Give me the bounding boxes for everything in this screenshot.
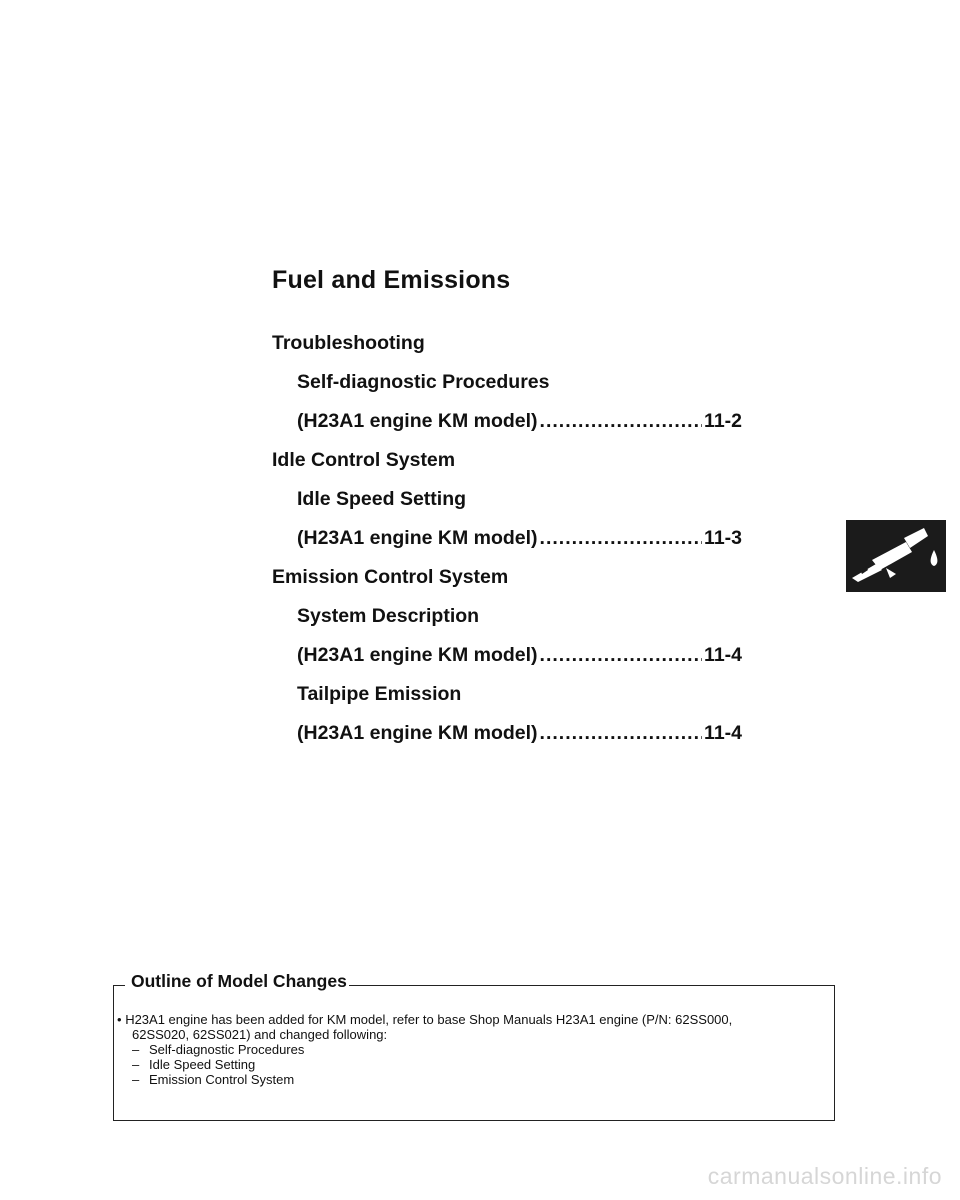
dot-leader — [540, 519, 703, 558]
toc-entry-idle-speed-page[interactable] — [272, 519, 742, 558]
outline-item-text: Emission Control System — [149, 1072, 295, 1087]
toc-heading-emission-control[interactable] — [272, 558, 742, 597]
outline-item-text: Idle Speed Setting — [149, 1057, 256, 1072]
toc-label: Emission Control System — [272, 566, 509, 588]
outline-bullet — [117, 1012, 827, 1027]
toc-item-tailpipe-emission[interactable] — [272, 675, 742, 714]
outline-bullet-continuation: 62SS020, 62SS021) and changed following: — [132, 1027, 388, 1042]
toc-item-idle-speed[interactable] — [272, 480, 742, 519]
page-title: Fuel and Emissions — [272, 266, 511, 294]
toc-page-number: 11-4 — [704, 722, 742, 744]
dash-icon: – — [132, 1072, 140, 1087]
toc-page-number: 11-3 — [704, 527, 742, 549]
outline-border-top-right — [340, 985, 835, 986]
toc-label: Idle Speed Setting — [297, 488, 467, 510]
outline-bullet-text: H23A1 engine has been added for KM model, refer to base Shop Manuals H23A1 engine (P/N: 62SS000, — [125, 1012, 733, 1027]
fuel-nozzle-icon — [846, 520, 946, 592]
outline-list-item — [117, 1072, 827, 1087]
section-tab[interactable] — [846, 520, 946, 592]
toc-heading-troubleshooting[interactable] — [272, 324, 742, 363]
outline-list-item — [117, 1057, 827, 1072]
toc-item-self-diagnostic[interactable] — [272, 363, 742, 402]
toc-entry-tailpipe-emission-page[interactable] — [272, 714, 742, 753]
outline-list-item — [117, 1042, 827, 1057]
toc-page-number: 11-4 — [704, 644, 742, 666]
dot-leader — [540, 402, 703, 441]
toc-entry-system-description-page[interactable] — [272, 636, 742, 675]
toc-label: (H23A1 engine KM model) — [297, 722, 538, 744]
toc-entry-self-diagnostic-page[interactable] — [272, 402, 742, 441]
bullet-dot-icon: • — [117, 1012, 122, 1027]
toc-label: Idle Control System — [272, 449, 456, 471]
toc-heading-idle-control[interactable] — [272, 441, 742, 480]
toc-label: (H23A1 engine KM model) — [297, 644, 538, 666]
toc-item-system-description[interactable] — [272, 597, 742, 636]
toc-page-number: 11-2 — [704, 410, 742, 432]
toc-label: System Description — [297, 605, 480, 627]
dash-icon: – — [132, 1057, 140, 1072]
dash-icon: – — [132, 1042, 140, 1057]
outline-border-top-left — [113, 985, 125, 986]
dot-leader — [540, 714, 703, 753]
toc-label: Troubleshooting — [272, 332, 425, 354]
outline-item-text: Self-diagnostic Procedures — [149, 1042, 305, 1057]
toc-label: (H23A1 engine KM model) — [297, 527, 538, 549]
table-of-contents — [272, 324, 742, 753]
toc-label: Tailpipe Emission — [297, 683, 462, 705]
dot-leader — [540, 636, 703, 675]
toc-label: Self-diagnostic Procedures — [297, 371, 550, 393]
outline-title: Outline of Model Changes — [131, 971, 347, 991]
watermark: carmanualsonline.info — [707, 1163, 942, 1189]
toc-label: (H23A1 engine KM model) — [297, 410, 538, 432]
outline-body — [117, 1012, 827, 1087]
